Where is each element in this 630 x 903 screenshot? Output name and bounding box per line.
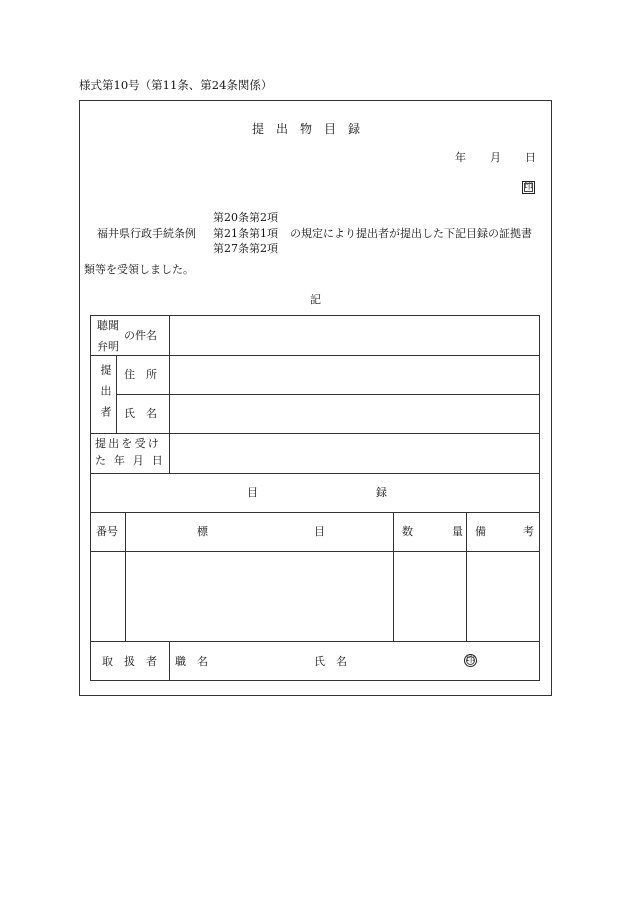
handler-name-label: 氏 名	[314, 655, 347, 668]
seal-icon-round: 印	[465, 655, 475, 665]
article-20: 第20条第2項	[213, 211, 278, 224]
form-title: 提 出 物 目 録	[252, 122, 361, 136]
article-21: 第21条第1項	[213, 227, 278, 240]
address-label: 住 所	[124, 368, 157, 381]
col-number: 番号	[96, 525, 118, 538]
date-month-label: 月	[490, 151, 501, 164]
seal-icon: 印	[523, 182, 533, 192]
form-number: 様式第10号（第11条、第24条関係）	[79, 78, 273, 92]
date-year-label: 年	[455, 151, 466, 164]
law-name: 福井県行政手続条例	[97, 227, 196, 240]
col-item-right: 目	[314, 525, 325, 538]
col-note-left: 備	[475, 525, 486, 538]
job-title-label: 職 名	[175, 655, 208, 668]
received-date-label-2: た 年 月 日	[95, 454, 165, 467]
clause-text: の規定により提出者が提出した下記目録の証拠書	[290, 227, 532, 240]
col-note-right: 考	[523, 525, 534, 538]
list-header-right: 録	[376, 486, 387, 499]
col-qty-left: 数	[402, 525, 413, 538]
col-item-left: 標	[197, 525, 208, 538]
received-date-label-1: 提出を受け	[95, 437, 161, 450]
list-header-left: 目	[247, 486, 258, 499]
handler-label: 取 扱 者	[102, 655, 157, 668]
article-27: 第27条第2項	[213, 242, 278, 255]
name-label: 氏 名	[124, 407, 157, 420]
case-label-explanation: 弁明	[97, 340, 119, 353]
date-day-label: 日	[525, 151, 536, 164]
case-name-label: の件名	[124, 329, 157, 342]
clause-continuation: 類等を受領しました。	[84, 263, 194, 276]
case-label-hearing: 聴聞	[97, 319, 119, 332]
submitter-label: 提出者	[99, 364, 112, 427]
col-qty-right: 量	[452, 525, 463, 538]
ki-label: 記	[310, 293, 321, 306]
